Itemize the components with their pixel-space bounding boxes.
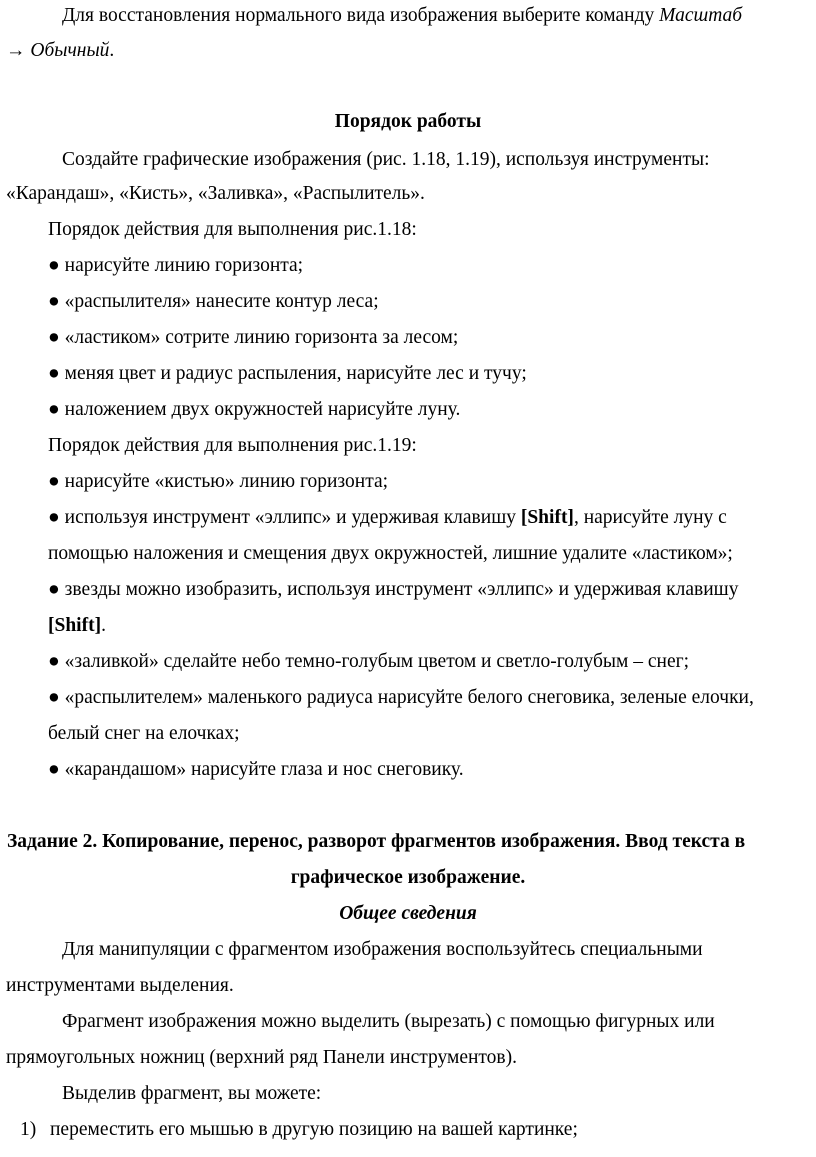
steps-119-item-2 bbox=[48, 506, 727, 530]
intro-line-2 bbox=[6, 39, 114, 63]
task2-para-3: Выделив фрагмент, вы можете: bbox=[62, 1083, 322, 1104]
task-para-line-2: «Карандаш», «Кисть», «Заливка», «Распылитель». bbox=[6, 183, 425, 204]
intro-line-1 bbox=[62, 4, 742, 28]
steps-119-item-4: ● «заливкой» сделайте небо темно-голубым цветом и светло-голубым – снег; bbox=[48, 651, 690, 672]
task2-para-1-line-1: Для манипуляции с фрагментом изображения воспользуйтесь специальными bbox=[62, 939, 703, 960]
steps-118-item-2: ● «распылителя» нанесите контур леса; bbox=[48, 291, 379, 312]
steps-119-item-3: ● звезды можно изобразить, используя инструмент «эллипс» и удерживая клавишу bbox=[48, 579, 739, 600]
intro-text: Для восстановления нормального вида изображения выберите команду bbox=[62, 5, 660, 26]
task2-para-2-line-1: Фрагмент изображения можно выделить (вырезать) с помощью фигурных или bbox=[62, 1011, 715, 1032]
steps-119-item-2-start: ● используя инструмент «эллипс» и удерживая клавишу bbox=[48, 507, 521, 528]
work-heading: Порядок работы bbox=[334, 111, 482, 132]
steps-119-item-5-line-2: белый снег на елочках; bbox=[48, 723, 240, 744]
steps-119-item-2-end: , нарисуйте луну с bbox=[573, 507, 727, 528]
steps-119-item-2-line-2: помощью наложения и смещения двух окружностей, лишние удалите «ластиком»; bbox=[48, 543, 733, 564]
shift-key: [Shift] bbox=[520, 507, 574, 528]
steps-118-item-4: ● меняя цвет и радиус распыления, нарисуйте лес и тучу; bbox=[48, 363, 527, 384]
steps-118-item-3: ● «ластиком» сотрите линию горизонта за лесом; bbox=[48, 327, 459, 348]
list-item-text: переместить его мышью в другую позицию на вашей картинке; bbox=[50, 1119, 578, 1140]
steps-119-item-6: ● «карандашом» нарисуйте глаза и нос снеговику. bbox=[48, 759, 464, 780]
steps-118-item-1: ● нарисуйте линию горизонта; bbox=[48, 255, 304, 276]
task2-subheading: Общее сведения bbox=[339, 903, 477, 924]
shift-key-2: [Shift] bbox=[48, 615, 102, 636]
intro-command-scale: Масштаб bbox=[659, 5, 743, 26]
steps-119-heading: Порядок действия для выполнения рис.1.19: bbox=[48, 435, 417, 456]
list-item-number: 1) bbox=[20, 1119, 37, 1140]
steps-118-heading: Порядок действия для выполнения рис.1.18: bbox=[48, 219, 417, 240]
task2-title-line-1: Задание 2. Копирование, перенос, разворот фрагментов изображения. Ввод текста в bbox=[7, 831, 746, 852]
steps-119-item-1: ● нарисуйте «кистью» линию горизонта; bbox=[48, 471, 389, 492]
steps-119-item-5: ● «распылителем» маленького радиуса нарисуйте белого снеговика, зеленые елочки, bbox=[48, 687, 754, 708]
steps-119-item-3-line-2 bbox=[48, 614, 106, 638]
intro-line-2-tail: . bbox=[109, 40, 115, 61]
task2-para-1-line-2: инструментами выделения. bbox=[6, 975, 234, 996]
steps-118-item-5: ● наложением двух окружностей нарисуйте луну. bbox=[48, 399, 461, 420]
task-para-line-1: Создайте графические изображения (рис. 1.18, 1.19), используя инструменты: bbox=[62, 149, 710, 170]
intro-command-normal: → Обычный bbox=[6, 40, 110, 61]
task2-title-line-2: графическое изображение. bbox=[290, 867, 526, 888]
steps-119-item-3-tail: . bbox=[101, 615, 106, 636]
task2-para-2-line-2: прямоугольных ножниц (верхний ряд Панели инструментов). bbox=[6, 1047, 517, 1068]
